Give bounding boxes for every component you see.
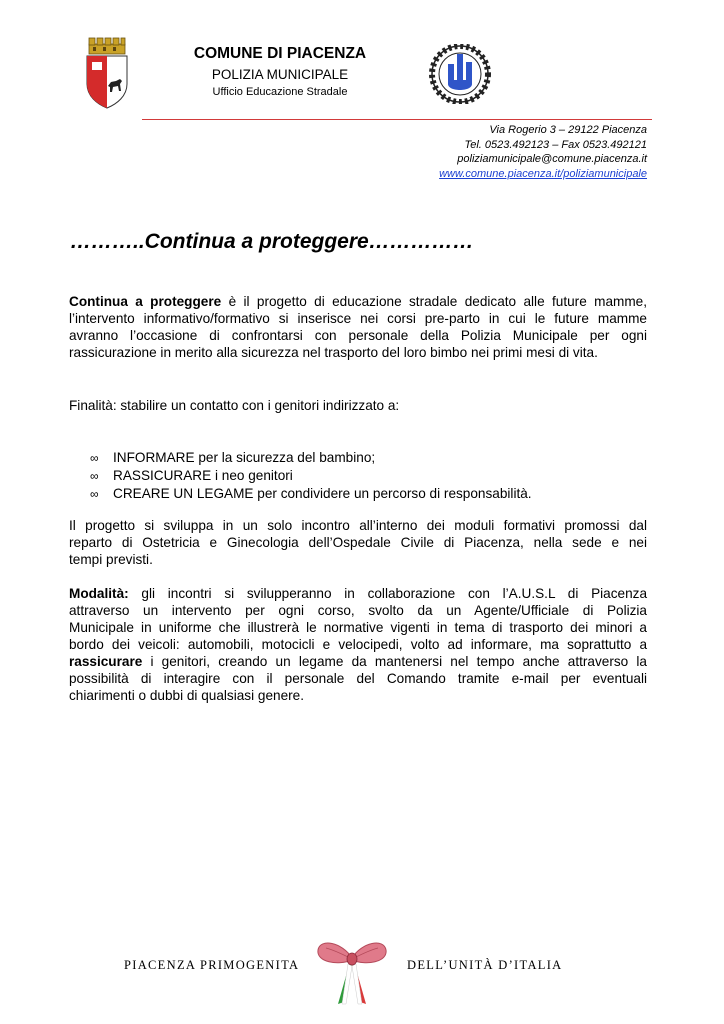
finalita-paragraph xyxy=(69,397,647,414)
paragraph-line: Finalità: stabilire un contatto con i genitori indirizzato a: xyxy=(69,398,400,413)
office-name: Ufficio Educazione Stradale xyxy=(212,86,348,98)
phone-fax: Tel. 0523.492123 – Fax 0523.492121 xyxy=(464,138,647,151)
list-item: ∞ CREARE UN LEGAME per condividere un percorso di responsabilità. xyxy=(90,486,532,501)
project-paragraph xyxy=(69,517,647,568)
paragraph-line: rassicurazione in merito alla sicurezza nel trasporto del loro bimbo nei primi mesi di vita. xyxy=(69,345,598,360)
paragraph-line: chiarimenti o dubbi di qualsiasi genere. xyxy=(69,688,305,703)
footer-left-text: PIACENZA PRIMOGENITA xyxy=(124,958,300,972)
contact-block xyxy=(439,123,647,181)
paragraph-line: attraverso un intervento per ogni corso, svolto da un Agente/Ufficiale di Polizia xyxy=(69,603,647,618)
polizia-municipale-logo-icon xyxy=(428,44,492,104)
paragraph-line: avranno l’occasione di confrontarsi con personale della Polizia Municipale per ogni xyxy=(69,328,647,343)
address: Via Rogerio 3 – 29122 Piacenza xyxy=(489,124,647,136)
paragraph-line: possibilità di interagire con il personale del Comando tramite e-mail per eventuali xyxy=(69,671,647,686)
document-title: ………..Continua a proteggere…………… xyxy=(70,230,474,253)
rassicurare-emphasis: rassicurare xyxy=(69,654,143,669)
project-name: Continua a proteggere xyxy=(69,294,222,309)
website-link[interactable]: www.comune.piacenza.it/poliziamunicipale xyxy=(439,167,647,180)
municipality-title: COMUNE DI PIACENZA xyxy=(193,45,367,62)
coat-of-arms-icon xyxy=(84,36,130,110)
paragraph-line: reparto di Ostetricia e Ginecologia dell’Ospedale Civile di Piacenza, nella sede e nei xyxy=(69,535,647,550)
department-name: POLIZIA MUNICIPALE xyxy=(211,67,349,82)
paragraph-line: tempi previsti. xyxy=(69,552,153,567)
objectives-list xyxy=(90,449,532,503)
paragraph-line: Municipale in uniforme che illustrerà le normative vigenti in tema di trasporto dei minori a xyxy=(69,620,647,635)
paragraph-line: Continua a proteggere è il progetto di educazione stradale dedicato alle future mamme, xyxy=(69,294,647,309)
tricolor-bow-icon xyxy=(312,932,392,1008)
paragraph-line: l’intervento informativo/formativo si inserisce nei corsi pre-parto in cui le future mamme xyxy=(69,311,647,326)
modalita-paragraph xyxy=(69,585,647,704)
paragraph-line: Il progetto si sviluppa in un solo incontro all’interno dei moduli formativi promossi dal xyxy=(69,518,647,533)
intro-paragraph xyxy=(69,293,647,361)
header-block xyxy=(160,44,400,100)
paragraph-line: Modalità: gli incontri si svilupperanno in collaborazione con l’A.U.S.L di Piacenza xyxy=(69,586,647,601)
modalita-label: Modalità: xyxy=(69,586,129,601)
footer-right-text: DELL’UNITÀ D’ITALIA xyxy=(407,958,563,972)
header-divider xyxy=(142,119,652,120)
paragraph-line: bordo dei veicoli: automobili, motocicli e velocipedi, volto ad informare, ma soprattutto a xyxy=(69,637,647,652)
infinity-bullet-icon: ∞ xyxy=(90,451,99,465)
list-item: ∞ RASSICURARE i neo genitori xyxy=(90,468,293,483)
email-address[interactable]: poliziamunicipale@comune.piacenza.it xyxy=(457,153,647,165)
list-item: ∞ INFORMARE per la sicurezza del bambino; xyxy=(90,450,376,465)
infinity-bullet-icon: ∞ xyxy=(90,487,99,501)
paragraph-line: rassicurare i genitori, creando un legame da mantenersi nel tempo anche attraverso la xyxy=(69,654,647,669)
infinity-bullet-icon: ∞ xyxy=(90,469,99,483)
